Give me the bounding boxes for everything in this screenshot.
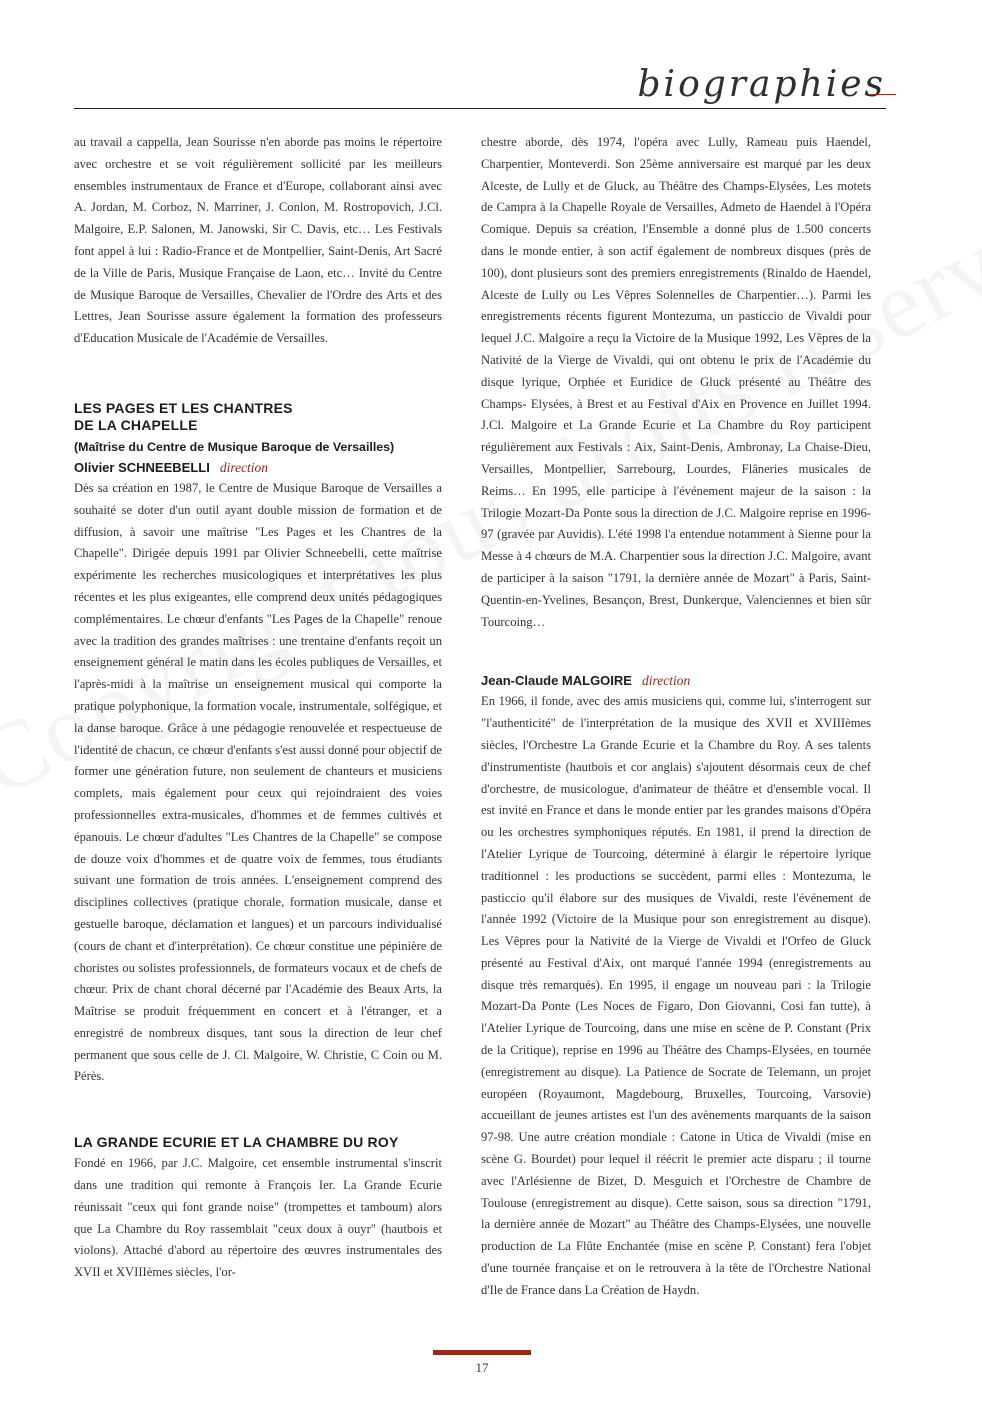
intro-paragraph: au travail a cappella, Jean Sourisse n'en aborde pas moins le répertoire avec orchestre et se voit régulièrement sollicité par les meilleurs ensembles instrumentaux de France et d'Europe, collaborant ainsi avec A. Jordan, M. Corboz, N. Marriner, J. Conlon, M. Rostropovich, J.Cl. Malgoire, E.P. Salonen, M. Janowski, Sir C. Davis, etc… Les Festivals font appel à lui : Radio-France et de Montpellier, Saint-Denis, Art Sacré de la Ville de Paris, Musique Française de Laon, etc… Invité du Centre de Musique Baroque de Versailles, Chevalier de l'Ordre des Arts et des Lettres, Jean Sourisse assure également la formation des professeurs d'Education Musicale de l'Académie de Versailles. [74, 135, 442, 346]
pages-chantres-paragraph: Dès sa création en 1987, le Centre de Musique Baroque de Versailles a souhaité se doter d'un outil ayant double mission de formation et de diffusion, à savoir une maîtrise "Les Pages et les Chantres de la Chapelle". Dirigée depuis 1991 par Olivier Schneebelli, cette maîtrise expérimente les recherches musicologiques et interprétatives les plus récentes et les plus exigeantes, elle comprend deux unités pédagogiques complémentaires. Le chœur d'enfants "Les Pages de la Chapelle" renoue avec la tradition des grandes maîtrises : une trentaine d'enfants reçoit un enseignement général le matin dans les écoles publiques de Versailles, et l'après-midi à la maîtrise un enseignement musical qui comporte la pratique polyphonique, la formation vocale, instrumentale, solfégique, et la danse baroque. Grâce à une pédagogie renouvelée et respectueuse de l'identité de chacun, ce chœur d'enfants s'est aussi donné pour objectif de former une génération future, non seulement de chanteurs et musiciens complets, mais également pour ceux qui rejoindraient des voies professionnelles extra-musicales, d'hommes et de femmes cultivés et épanouis. Le chœur d'adultes "Les Chantres de la Chapelle" se compose de douze voix d'hommes et de quatre voix de femmes, tous étudiants suivant une formation de trois années. L'enseignement comprend des disciplines collectives (pratique chorale, formation musicale, danse et gestuelle baroque, déclamation et langues) et un parcours individualisé (cours de chant et d'interprétation). Ce chœur constitue une pépinière de choristes ou solistes professionnels, de formateurs vocaux et de chefs de chœur. Prix de chant choral décerné par l'Académie des Beaux Arts, la Maîtrise se produit fréquemment en concert et à l'étranger, et a enregistré de nombreux disques, tant sous la direction de leur chef permanent que sous celle de J. Cl. Malgoire, W. Christie, C Coin ou M. Pérès. [74, 480, 442, 1084]
person-name: Olivier SCHNEEBELLI [74, 459, 210, 475]
page-number: 17 [475, 1360, 489, 1375]
left-column [74, 132, 442, 1284]
malgoire-paragraph: En 1966, il fonde, avec des amis musiciens qui, comme lui, s'interrogent sur "l'authenticité" de l'interprétation de la musique des XVII et XVIIIèmes siècles, l'Orchestre La Grande Ecurie et la Chambre du Roy. A ses talents d'instrumentiste (hautbois et cor anglais) s'ajoutent désormais ceux de chef d'orchestre, de musicologue, d'animateur de théâtre et d'ensemble vocal. Il est invité en France et dans le monde entier par les grandes maisons d'Opéra ou les orchestres symphoniques réputés. En 1981, il prend la direction de l'Atelier Lyrique de Tourcoing, déterminé à élargir le répertoire lyrique traditionnel : les productions se succèdent, parmi elles : Montezuma, le pasticcio qu'il élabore sur des musiques de Vivaldi, reste l'événement de l'année 1992 (Victoire de la Musique pour son enregistrement au disque). Les Vêpres pour la Nativité de la Vierge de Vivaldi et l'Orfeo de Gluck présenté au Festival d'Aix, ont marqué l'année 1994 (enregistrements au disque très remarqués). En 1995, il engage un nouveau pari : la Trilogie Mozart-Da Ponte (Les Noces de Figaro, Don Giovanni, Cosi fan tutte), à l'Atelier Lyrique de Tourcoing, dans une mise en scène de P. Constant (Prix de la Critique), reprise en 1996 au Théâtre des Champs-Elysées, en tournée (enregistrement au disque). La Patience de Socrate de Telemann, un projet européen (Royaumont, Magdebourg, Bruxelles, Tourcoing, Varsovie) accueillant de jeunes artistes est l'un des avènements marquants de la saison 97-98. Une autre création mondiale : Catone in Utica de Vivaldi (mise en scène G. Bourdet) pour lequel il réécrit le premier acte disparu ; il tourne avec l'Arlésienne de Bizet, D. Mesguich et l'Orchestre de Chambre de Toulouse (enregistrement au disque). Cette saison, sous sa direction "1791, la dernière année de Mozart" au Théâtre des Champs-Elysées, une nouvelle production de La Flûte Enchantée (mise en scène P. Constant) fera l'objet d'une tournée française et on le retrouvera à la tête de l'Orchestre National d'Ile de France dans La Création de Haydn. [481, 694, 871, 1297]
person-heading-malgoire [481, 671, 871, 691]
section-title-pages-chantres [74, 400, 442, 434]
section-header-title: biographies [637, 64, 886, 105]
header-rule [74, 108, 886, 109]
section-title-line1: LES PAGES ET LES CHANTRES [74, 399, 293, 416]
header-flourish [870, 88, 896, 95]
section-title-grande-ecurie: LA GRANDE ECURIE ET LA CHAMBRE DU ROY [74, 1134, 399, 1151]
orchestre-continued-paragraph: chestre aborde, dès 1974, l'opéra avec Lully, Rameau puis Haendel, Charpentier, Monteverdi. Son 25ème anniversaire est marqué par les deux Alceste, de Lully et de Gluck, au Théâtre des Champs-Elysées, Les motets de Campra à la Chapelle Royale de Versailles, Admeto de Haendel à l'Opéra Comique. Depuis sa création, l'Ensemble a donné plus de 1.500 concerts dans le monde entier, à son actif également de nombreux disques (près de 100), dont plusieurs sont des premiers enregistrements (Rinaldo de Haendel, Alceste de Lully ou Les Vêpres Solennelles de Charpentier…). Parmi les enregistrements récents figurent Montezuma, un pasticcio de Vivaldi pour lequel J.C. Malgoire a reçu la Victoire de la Musique 1992, Les Vêpres de la Nativité de la Vierge de Vivaldi, qui ont obtenu le prix de l'Académie du disque lyrique, Orphée et Euridice de Gluck présenté au Théâtre des Champs- Elysées, à Brest et au Festival d'Aix en Provence en Juillet 1994. J.Cl. Malgoire et La Grande Ecurie et La Chambre du Roy participent régulièrement aux Festivals : Aix, Saint-Denis, Ambronay, La Chaise-Dieu, Versailles, Montpellier, Sarrebourg, Lourdes, Flâneries musicales de Reims… En 1995, elle participe à l'événement majeur de la saison : la Trilogie Mozart-Da Ponte sous la direction de J.C. Malgoire reprise en 1996-97 (gravée par Auvidis). L'été 1998 l'a entendue notamment à Sienne pour la Messe à 4 chœurs de M.A. Charpentier sous la direction J.C. Malgoire, avant de participer à la saison "1791, la dernière année de Mozart" à Paris, Saint-Quentin-en-Yvelines, Besançon, Brest, Dunkerque, Valenciennes et bien sûr Tourcoing… [481, 135, 871, 629]
person-role: direction [219, 459, 269, 475]
section-subtitle: (Maîtrise du Centre de Musique Baroque de Versailles) [74, 439, 395, 454]
right-column [481, 132, 871, 1302]
person-name: Jean-Claude MALGOIRE [481, 673, 632, 689]
grande-ecurie-paragraph: Fondé en 1966, par J.C. Malgoire, cet ensemble instrumental s'inscrit dans une tradition qui remonte à François Ier. La Grande Ecurie réunissait "ceux qui font grande noise" (trompettes et tamboum) alors que La Chambre du Roy rassemblait "ceux doux à ouyr" (hautbois et violons). Attaché d'abord au répertoire des œuvres instrumentales des XVII et XVIIIèmes siècles, l'or- [74, 1156, 442, 1280]
footer-accent-bar [433, 1350, 531, 1355]
section-title-line2: DE LA CHAPELLE [74, 416, 198, 433]
person-role: direction [641, 673, 691, 689]
person-heading-schneebelli [74, 458, 442, 478]
